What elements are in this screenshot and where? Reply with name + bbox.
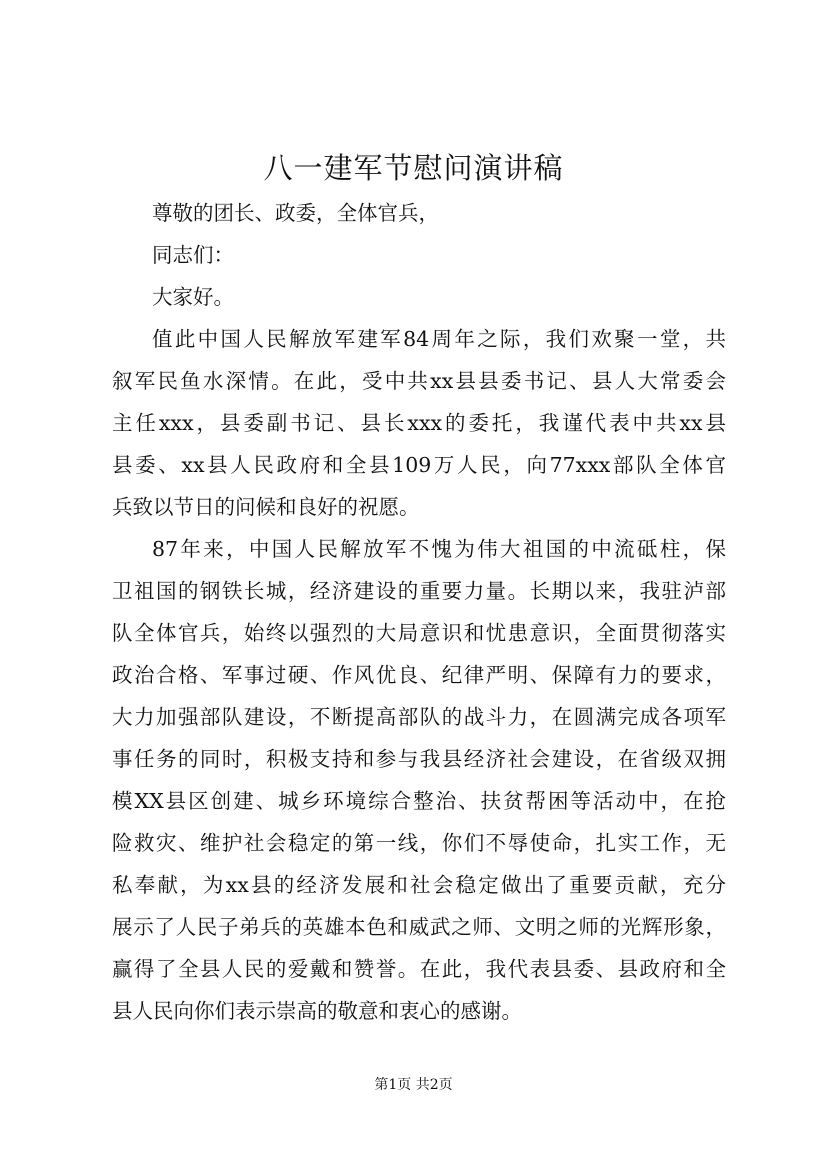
- paragraph-line: 兵致以节日的问候和良好的祝愿。: [112, 495, 420, 519]
- paragraph-line: 87年来，中国人民解放军不愧为伟大祖国的中流砥柱，保: [152, 537, 726, 561]
- paragraph-line: 叙军民鱼水深情。在此，受中共xx县县委书记、县人大常委会: [112, 369, 726, 393]
- paragraph-line: 队全体官兵，始终以强烈的大局意识和忧患意识，全面贯彻落实: [112, 621, 726, 645]
- paragraph-line: 赢得了全县人民的爱戴和赞誉。在此，我代表县委、县政府和全: [112, 957, 726, 981]
- paragraph-line: 事任务的同时，积极支持和参与我县经济社会建设，在省级双拥: [112, 747, 726, 771]
- greeting-line: 大家好。: [152, 285, 234, 309]
- document-title: 八一建军节慰问演讲稿: [263, 151, 564, 185]
- paragraph-line: 政治合格、军事过硬、作风优良、纪律严明、保障有力的要求，: [112, 663, 726, 687]
- paragraph-line: 主任xxx，县委副书记、县长xxx的委托，我谨代表中共xx县: [112, 411, 726, 435]
- salutation-line: 尊敬的团长、政委，全体官兵，: [152, 201, 439, 225]
- page-number-footer: 第1页 共2页: [374, 1077, 453, 1093]
- paragraph-line: 私奉献，为xx县的经济发展和社会稳定做出了重要贡献，充分: [112, 873, 726, 897]
- paragraph-line: 值此中国人民解放军建军84周年之际，我们欢聚一堂，共: [152, 327, 726, 351]
- paragraph-line: 卫祖国的钢铁长城，经济建设的重要力量。长期以来，我驻泸部: [112, 579, 726, 603]
- paragraph-line: 县委、xx县人民政府和全县109万人民，向77xxx部队全体官: [112, 453, 726, 477]
- paragraph-line: 模XX县区创建、城乡环境综合整治、扶贫帮困等活动中，在抢: [112, 789, 726, 813]
- paragraph-line: 险救灾、维护社会稳定的第一线，你们不辱使命，扎实工作，无: [112, 831, 726, 855]
- paragraph-line: 大力加强部队建设，不断提高部队的战斗力，在圆满完成各项军: [112, 705, 726, 729]
- paragraph-line: 县人民向你们表示崇高的敬意和衷心的感谢。: [112, 999, 522, 1023]
- document-body: [112, 192, 726, 1032]
- paragraph-line: 展示了人民子弟兵的英雄本色和威武之师、文明之师的光辉形象，: [112, 915, 726, 939]
- salutation-line: 同志们：: [152, 243, 234, 267]
